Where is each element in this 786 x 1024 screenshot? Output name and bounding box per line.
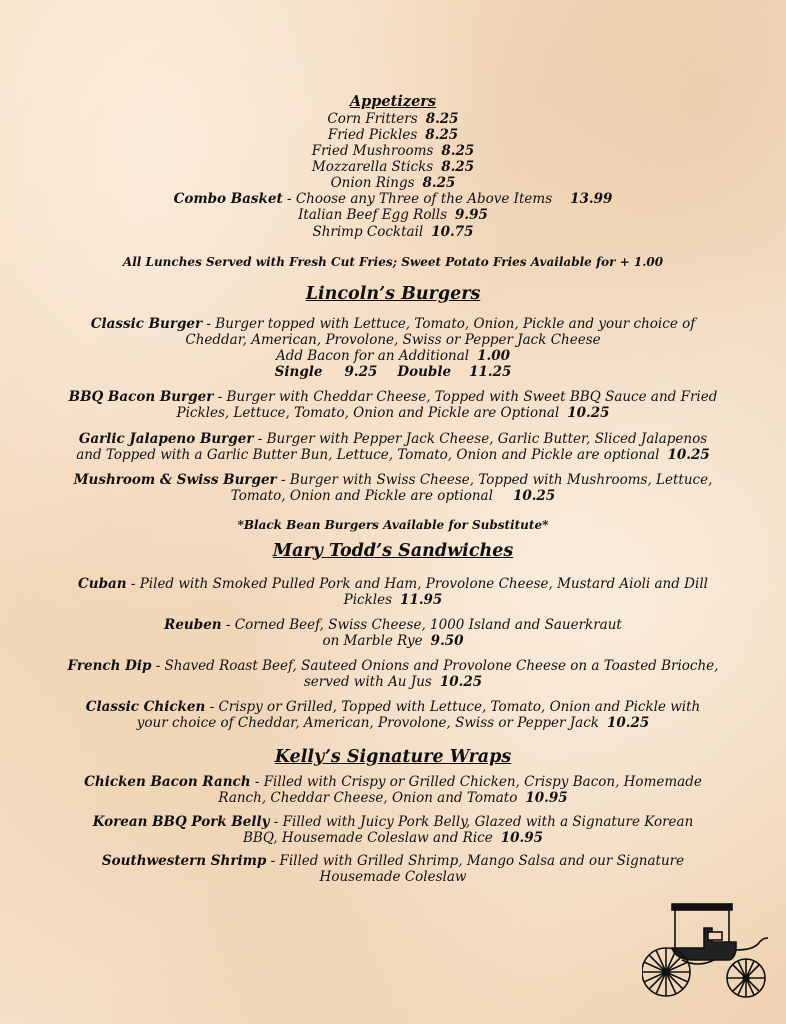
- menu-item: Fried Pickles 8.25: [327, 127, 459, 143]
- cuban-line2: Pickles 11.95: [343, 592, 443, 608]
- menu-item: Mozzarella Sticks 8.25: [311, 159, 475, 175]
- classic-burger-line1: Classic Burger - Burger topped with Lettuce, Tomato, Onion, Pickle and your choice of: [90, 316, 696, 332]
- korean-bbq-line1: Korean BBQ Pork Belly - Filled with Juicy Pork Belly, Glazed with a Signature Korean: [92, 814, 694, 830]
- burgers-title: Lincoln’s Burgers: [305, 284, 481, 304]
- french-dip-line1: French Dip - Shaved Roast Beef, Sauteed Onions and Provolone Cheese on a Toasted Brioche,: [67, 658, 719, 674]
- menu-item: Italian Beef Egg Rolls 9.95: [298, 207, 488, 223]
- classic-chicken-line1: Classic Chicken - Crispy or Grilled, Topped with Lettuce, Tomato, Onion and Pickle with: [85, 699, 701, 715]
- bbq-burger-line1: BBQ Bacon Burger - Burger with Cheddar Cheese, Topped with Sweet BBQ Sauce and Fried: [68, 389, 718, 405]
- reuben-line1: Reuben - Corned Beef, Swiss Cheese, 1000 Island and Sauerkraut: [164, 617, 622, 633]
- sandwiches-title: Mary Todd’s Sandwiches: [272, 541, 514, 561]
- menu-item: Corn Fritters 8.25: [327, 111, 459, 127]
- korean-bbq-line2: BBQ, Housemade Coleslaw and Rice 10.95: [243, 830, 543, 846]
- menu-item: Onion Rings 8.25: [330, 175, 456, 191]
- jalapeno-burger-line1: Garlic Jalapeno Burger - Burger with Pepper Jack Cheese, Garlic Butter, Sliced Jalapenos: [78, 431, 708, 447]
- chicken-bacon-ranch-line1: Chicken Bacon Ranch - Filled with Crispy or Grilled Chicken, Crispy Bacon, Homemade: [84, 774, 702, 790]
- cuban-line1: Cuban - Piled with Smoked Pulled Pork and Ham, Provolone Cheese, Mustard Aioli and Dill: [78, 576, 708, 592]
- jalapeno-burger-line2: and Topped with a Garlic Butter Bun, Lettuce, Tomato, Onion and Pickle are optional 10.25: [76, 447, 710, 463]
- classic-chicken-line2: your choice of Cheddar, American, Provolone, Swiss or Pepper Jack 10.25: [136, 715, 650, 731]
- appetizers-title: Appetizers: [349, 93, 437, 110]
- mushroom-burger-line1: Mushroom & Swiss Burger - Burger with Swiss Cheese, Topped with Mushrooms, Lettuce,: [73, 472, 713, 488]
- reuben-line2: on Marble Rye 9.50: [322, 633, 464, 649]
- single-double-prices: Single 9.25 Double 11.25: [274, 364, 512, 380]
- menu-item: Shrimp Cocktail 10.75: [312, 224, 474, 240]
- classic-burger-line2: Cheddar, American, Provolone, Swiss or Pepper Jack Cheese: [185, 332, 601, 348]
- southwestern-shrimp-line1: Southwestern Shrimp - Filled with Grilled Shrimp, Mango Salsa and our Signature: [101, 853, 685, 869]
- southwestern-shrimp-line2: Housemade Coleslaw: [319, 869, 467, 885]
- horse-carriage-icon: [642, 898, 770, 1002]
- mushroom-burger-line2: Tomato, Onion and Pickle are optional 10.25: [230, 488, 556, 504]
- bbq-burger-line2: Pickles, Lettuce, Tomato, Onion and Pickle are Optional 10.25: [176, 405, 610, 421]
- menu-item: Fried Mushrooms 8.25: [311, 143, 475, 159]
- wraps-title: Kelly’s Signature Wraps: [274, 747, 512, 767]
- french-dip-line2: served with Au Jus 10.25: [303, 674, 483, 690]
- black-bean-note: *Black Bean Burgers Available for Substitute*: [237, 518, 549, 532]
- combo-basket-item: Combo Basket - Choose any Three of the Above Items 13.99: [173, 191, 613, 207]
- lunch-note: All Lunches Served with Fresh Cut Fries; Sweet Potato Fries Available for + 1.00: [122, 255, 664, 269]
- add-bacon-line: Add Bacon for an Additional 1.00: [275, 348, 511, 364]
- chicken-bacon-ranch-line2: Ranch, Cheddar Cheese, Onion and Tomato 10.95: [218, 790, 568, 806]
